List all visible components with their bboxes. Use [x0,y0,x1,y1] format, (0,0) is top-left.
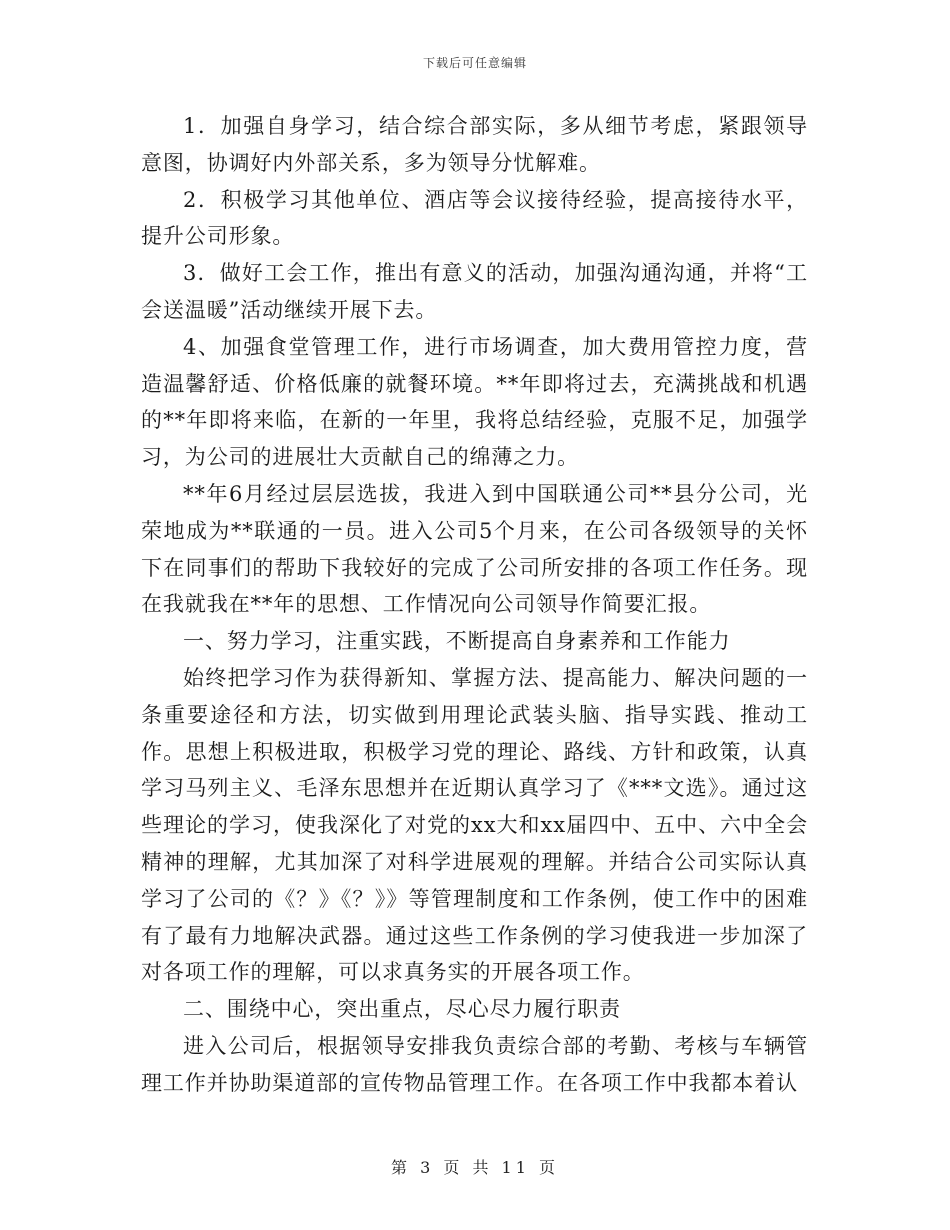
document-body [141,108,808,1102]
section-heading-1: 一、努力学习，注重实践，不断提高自身素养和工作能力 [183,629,731,654]
paragraph-duties: 进入公司后，根据领导安排我负责综合部的考勤、考核与车辆管理工作并协助渠道部的宣传物品管理工作。在各项工作中我都本着认 [141,1033,808,1095]
page-header: 下载后可任意编辑 [422,56,527,70]
paragraph-study: 始终把学习作为获得新知、掌握方法、提高能力、解决问题的一条重要途径和方法，切实做到用理论武装头脑、指导实践、推动工作。思想上积极进取，积极学习党的理论、路线、方针和政策，认真学习马列主义、毛泽东思想并在近期认真学习了《***文选》。通过这些理论的学习，使我深化了对党的xx大和xx届四中、五中、六中全会精神的理解，尤其加深了对科学进展观的理解。并结合公司实际认真学习了公司的《？》《？》》等管理制度和工作条例，使工作中的困难有了最有力地解决武器。通过这些工作条例的学习使我进一步加深了对各项工作的理解，可以求真务实的开展各项工作。 [141,665,808,985]
paragraph-item-4: 4、加强食堂管理工作，进行市场调查，加大费用管控力度，营造温馨舒适、价格低廉的就餐环境。**年即将过去，充满挑战和机遇的**年即将来临，在新的一年里，我将总结经验，克服不足，加强学习，为公司的进展壮大贡献自己的绵薄之力。 [141,334,808,470]
page-number-footer: 第 3 页 共 11 页 [391,1158,559,1177]
paragraph-item-2: 2．积极学习其他单位、酒店等会议接待经验，提高接待水平，提升公司形象。 [141,187,808,249]
paragraph-item-3: 3．做好工会工作，推出有意义的活动，加强沟通沟通，并将“工会送温暖”活动继续开展下去。 [141,261,808,322]
paragraph-item-1: 1．加强自身学习，结合综合部实际，多从细节考虑，紧跟领导意图，协调好内外部关系，多为领导分忧解难。 [141,114,808,175]
section-heading-2: 二、围绕中心，突出重点，尽心尽力履行职责 [183,997,621,1022]
paragraph-intro: **年6月经过层层选拔，我进入到中国联通公司**县分公司，光荣地成为**联通的一员。进入公司5个月来，在公司各级领导的关怀下在同事们的帮助下我较好的完成了公司所安排的各项工作任务。现在我就我在**年的思想、工作情况向公司领导作简要汇报。 [141,481,808,617]
